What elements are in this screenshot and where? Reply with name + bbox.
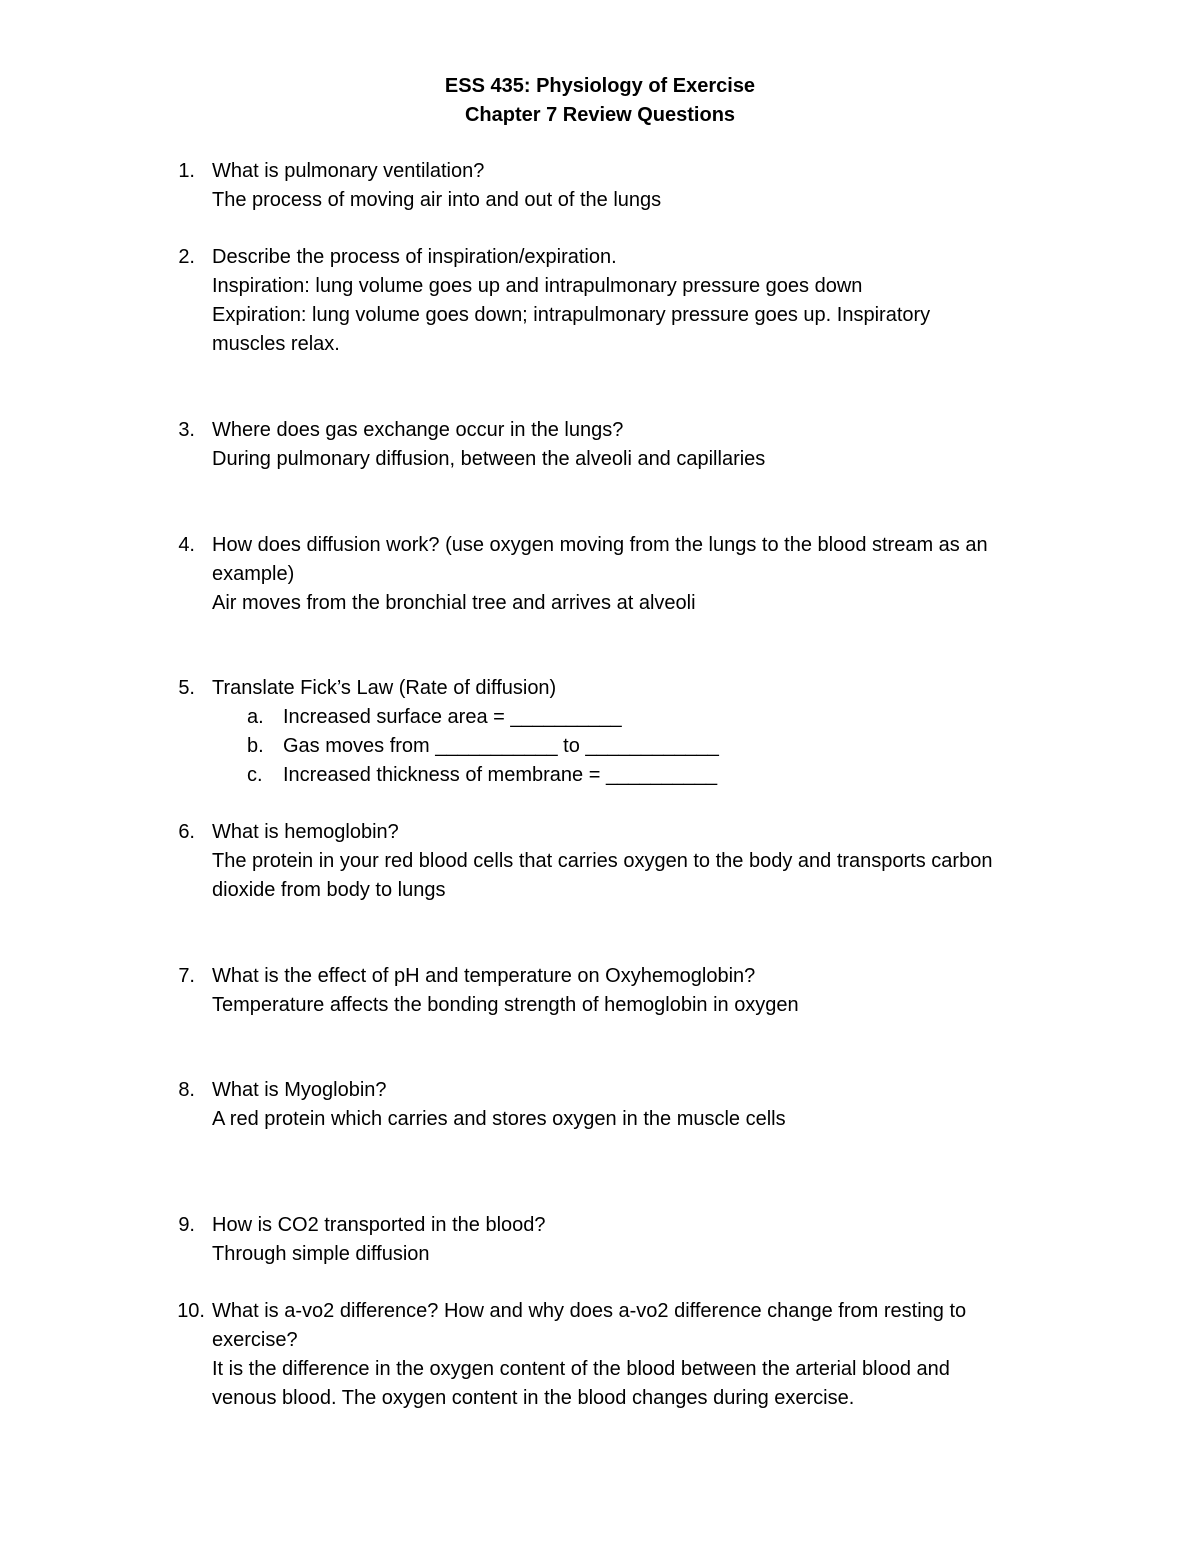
answer-text: Inspiration: lung volume goes up and intrapulmonary pressure goes down (212, 275, 863, 297)
answer-text: During pulmonary diffusion, between the alveoli and capillaries (212, 448, 766, 470)
question-number: 9. (178, 1214, 195, 1236)
title-block (0, 72, 1200, 130)
question-text: How does diffusion work? (use oxygen moving from the lungs to the blood stream as an (212, 534, 988, 556)
question-number: 3. (178, 419, 195, 441)
subitem-text: Increased surface area = __________ (283, 706, 622, 728)
question-number: 7. (178, 965, 195, 987)
question-text: Describe the process of inspiration/expiration. (212, 246, 617, 268)
question-number: 1. (178, 160, 195, 182)
answer-text: Temperature affects the bonding strength of hemoglobin in oxygen (212, 994, 799, 1016)
question-text: Where does gas exchange occur in the lungs? (212, 419, 624, 441)
course-title: ESS 435: Physiology of Exercise (444, 75, 756, 97)
question-number: 8. (178, 1079, 195, 1101)
question-text: What is hemoglobin? (212, 821, 399, 843)
question-text: What is the effect of pH and temperature on Oxyhemoglobin? (212, 965, 756, 987)
question-number: 2. (178, 246, 195, 268)
answer-text: muscles relax. (212, 333, 340, 355)
question-text: How is CO2 transported in the blood? (212, 1214, 546, 1236)
answer-text: dioxide from body to lungs (212, 879, 446, 901)
question-text: example) (212, 563, 295, 585)
question-text: What is pulmonary ventilation? (212, 160, 485, 182)
answer-text: A red protein which carries and stores oxygen in the muscle cells (212, 1108, 786, 1130)
question-text: What is a-vo2 difference? How and why does a-vo2 difference change from resting to (212, 1300, 967, 1322)
question-number: 10. (177, 1300, 205, 1322)
subitem-letter: b. (247, 735, 264, 757)
answer-text: Through simple diffusion (212, 1243, 430, 1265)
question-number: 6. (178, 821, 195, 843)
answer-text: venous blood. The oxygen content in the blood changes during exercise. (212, 1387, 855, 1409)
question-text: Translate Fick’s Law (Rate of diffusion) (212, 677, 557, 699)
answer-text: It is the difference in the oxygen content of the blood between the arterial blood and (212, 1358, 950, 1380)
answer-text: Air moves from the bronchial tree and arrives at alveoli (212, 592, 696, 614)
answer-text: Expiration: lung volume goes down; intrapulmonary pressure goes up. Inspiratory (212, 304, 931, 326)
question-number: 4. (178, 534, 195, 556)
subitem-text: Gas moves from ___________ to ____________ (283, 735, 719, 757)
question-text: exercise? (212, 1329, 298, 1351)
chapter-title: Chapter 7 Review Questions (464, 104, 736, 126)
answer-text: The process of moving air into and out of the lungs (212, 189, 662, 211)
subitem-letter: c. (247, 764, 263, 786)
subitem-letter: a. (247, 706, 264, 728)
subitem-text: Increased thickness of membrane = __________ (283, 764, 718, 786)
answer-text: The protein in your red blood cells that carries oxygen to the body and transports carbon (212, 850, 993, 872)
question-text: What is Myoglobin? (212, 1079, 387, 1101)
question-number: 5. (178, 677, 195, 699)
